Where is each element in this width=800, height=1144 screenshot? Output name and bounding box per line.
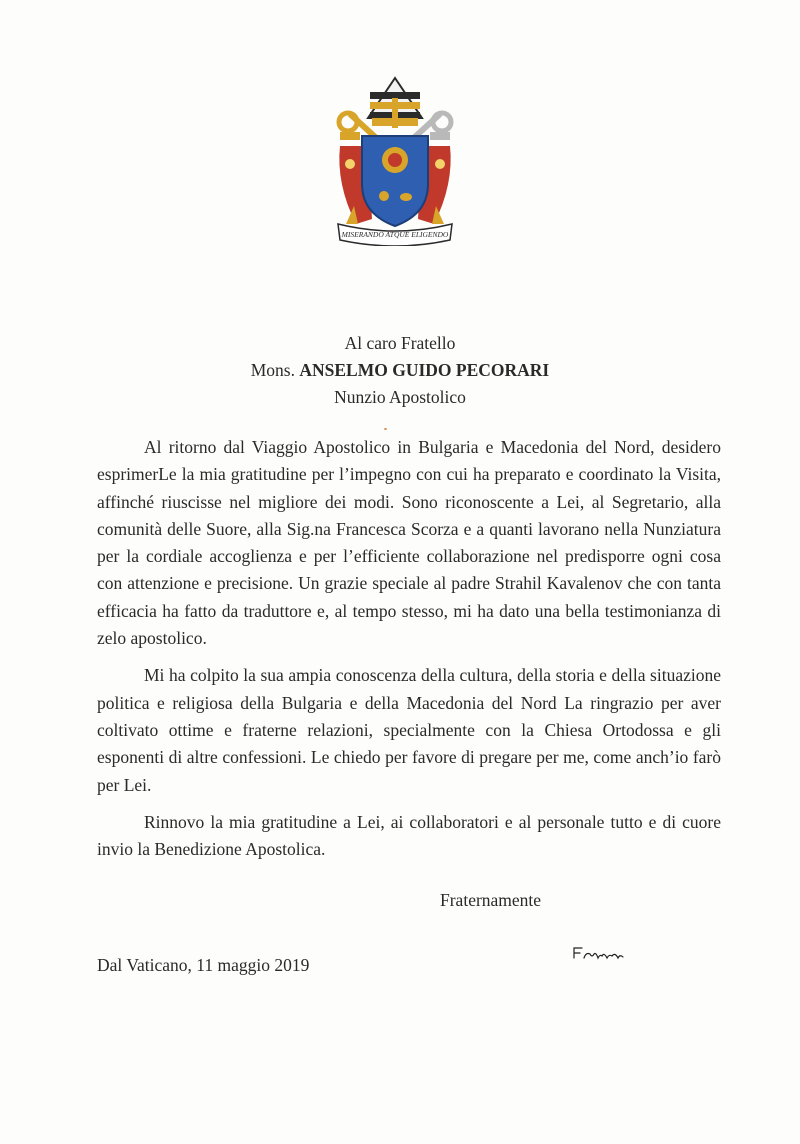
mitre-icon bbox=[368, 78, 422, 128]
paragraph-2: Mi ha colpito la sua ampia conoscenza della cultura, della storia e della situazione politica e religiosa della Bulgaria e della Macedonia del Nord La ringrazio per aver coltivato ottime e fraterne relazioni, specialmente con la Chiesa Ortodossa e gli esponenti di altre confessioni. Le chiedo per favore di pregare per me, come anch’io farò per Lei. bbox=[97, 665, 721, 795]
recipient-block bbox=[0, 330, 800, 411]
blue-shield bbox=[362, 136, 428, 226]
svg-text:MISERANDO ATQUE ELIGENDO: MISERANDO ATQUE ELIGENDO bbox=[341, 230, 449, 239]
ink-speck bbox=[384, 428, 387, 430]
recipient-title: Mons. bbox=[250, 360, 295, 380]
handwritten-signature bbox=[570, 942, 626, 964]
recipient-line bbox=[0, 357, 800, 384]
recipient-name: ANSELMO GUIDO PECORARI bbox=[299, 360, 550, 380]
papal-coat-of-arms bbox=[332, 74, 458, 246]
paragraph-3: Rinnovo la mia gratitudine a Lei, ai collaboratori e al personale tutto e di cuore invio la Benedizione Apostolica. bbox=[97, 811, 721, 860]
recipient-role: Nunzio Apostolico bbox=[334, 387, 466, 407]
closing-text: Fraternamente bbox=[440, 890, 542, 910]
paragraph-1: Al ritorno dal Viaggio Apostolico in Bulgaria e Macedonia del Nord, desidero esprimerLe la mia gratitudine per l’impegno con cui ha preparato e coordinato la Visita, affinché riuscisse nel migliore dei modi. Sono riconoscente a Lei, al Segretario, alla comunità delle Suore, alla Sig.na Francesca Scorza e a quanti lavorano nella Nunziatura per la cordiale accoglienza e per l’efficiente collaborazione nel predisporre ogni cosa con attenzione e precisione. Un grazie speciale al padre Strahil Kavalenov che con tanta efficacia ha fatto da traduttore e, al tempo stesso, mi ha dato una bella testimonianza di zelo apostolico. bbox=[97, 437, 721, 649]
motto-ribbon bbox=[338, 224, 452, 246]
letter-body bbox=[97, 434, 721, 873]
salutation: Al caro Fratello bbox=[344, 333, 456, 353]
date-line: Dal Vaticano, 11 maggio 2019 bbox=[97, 955, 310, 975]
